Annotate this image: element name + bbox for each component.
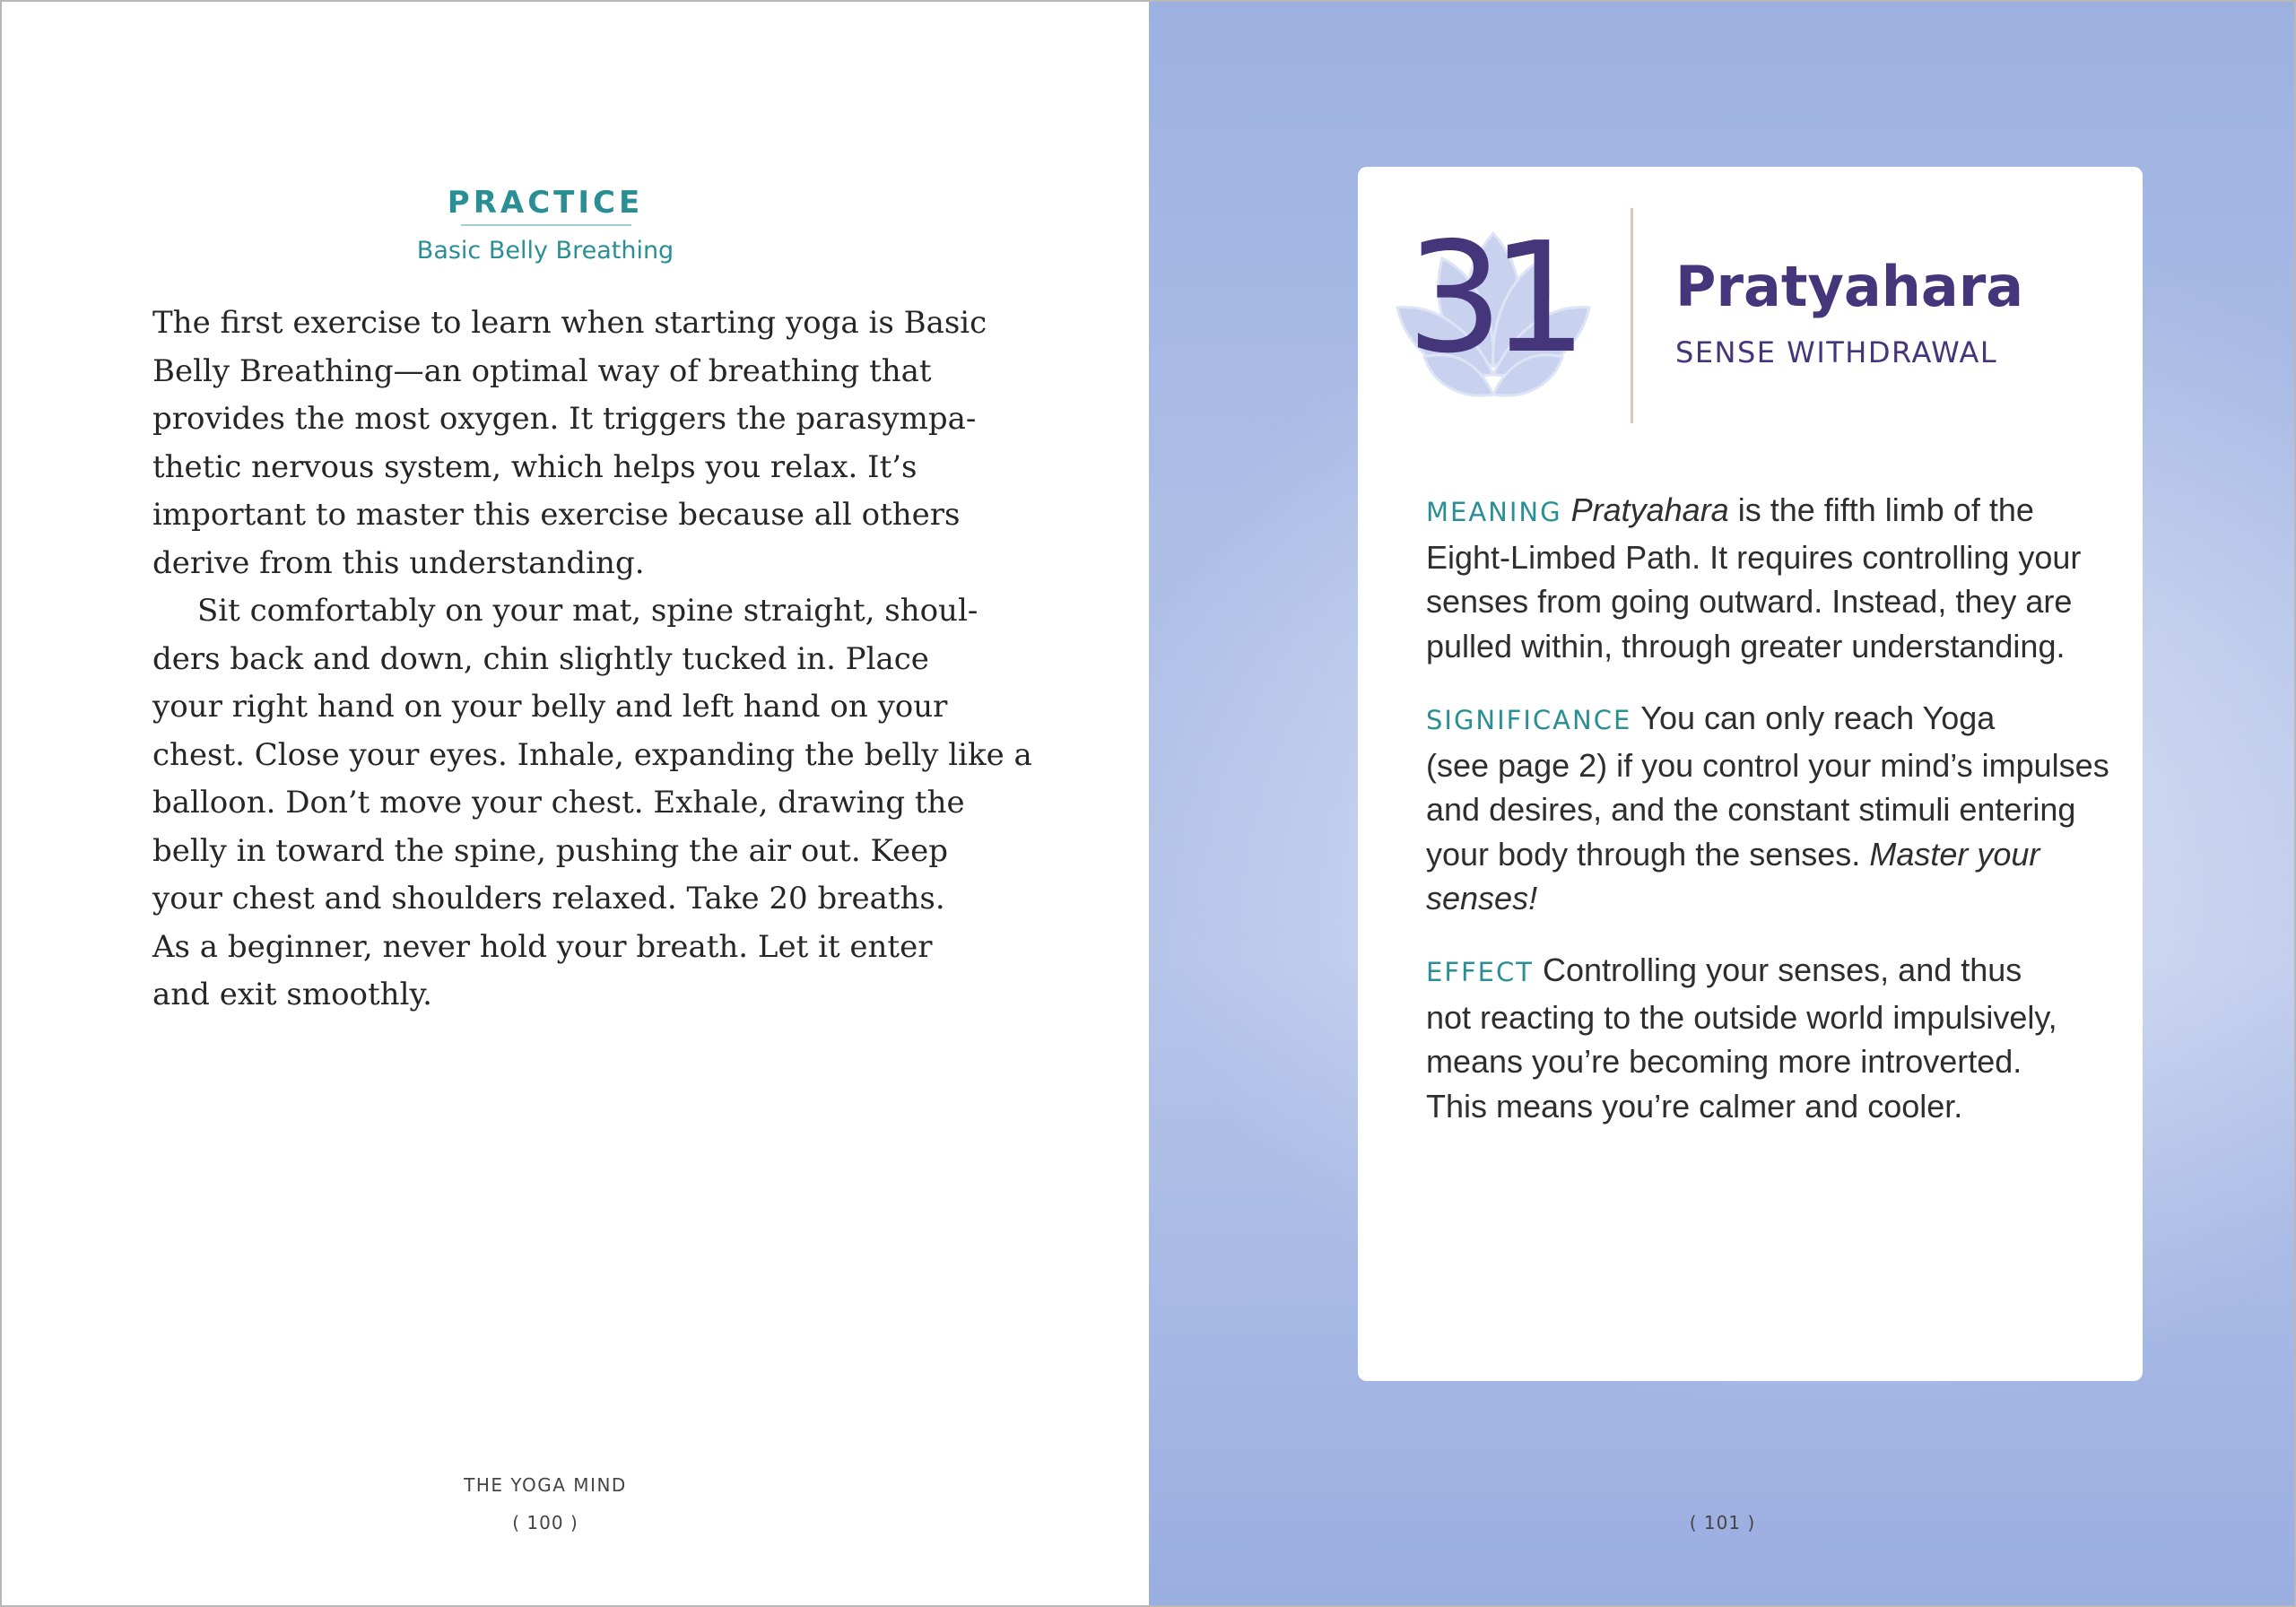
body-line: balloon. Don’t move your chest. Exhale, drawing the: [152, 785, 965, 821]
header-divider: [1631, 208, 1633, 423]
page-number-left: ( 100 ): [512, 1512, 578, 1533]
effect-section: [1426, 948, 2108, 1128]
significance-line: [1426, 832, 2108, 877]
effect-label: EFFECT: [1426, 957, 1534, 987]
effect-line: [1426, 948, 2108, 995]
practice-subtitle: Basic Belly Breathing: [416, 237, 674, 265]
body-line: Belly Breathing—an optimal way of breathing that: [152, 352, 932, 389]
card-title: Pratyahara: [1675, 254, 2024, 319]
effect-line: not reacting to the outside world impulsively,: [1426, 998, 2057, 1036]
body-line: provides the most oxygen. It triggers the parasympa-: [152, 401, 977, 437]
meaning-text: is the fifth limb of the: [1728, 491, 2034, 528]
card-number: 31: [1406, 210, 1576, 387]
page-number-right: ( 101 ): [1689, 1512, 1756, 1533]
meaning-section: [1426, 488, 2108, 668]
heading-underline: [461, 224, 631, 226]
significance-section: [1426, 696, 2108, 921]
significance-line: and desires, and the constant stimuli entering: [1426, 791, 2076, 828]
body-line: your right hand on your belly and left hand on your: [152, 689, 948, 725]
body-line: chest. Close your eyes. Inhale, expanding the belly like a: [152, 736, 1032, 773]
effect-line: means you’re becoming more introverted.: [1426, 1043, 2022, 1080]
significance-label: SIGNIFICANCE: [1426, 705, 1632, 735]
practice-body: [152, 300, 1032, 1020]
significance-text: You can only reach Yoga: [1640, 699, 1996, 736]
effect-line: This means you’re calmer and cooler.: [1426, 1087, 1963, 1125]
body-line: your chest and shoulders relaxed. Take 20 breaths.: [152, 881, 945, 916]
significance-emphasis: Master your: [1869, 835, 2040, 873]
body-line: The first exercise to learn when starting yoga is Basic: [152, 305, 987, 341]
body-line: derive from this understanding.: [152, 544, 645, 581]
body-line: thetic nervous system, which helps you relax. It’s: [152, 448, 918, 485]
card-subtitle: SENSE WITHDRAWAL: [1675, 335, 1998, 369]
meaning-line: Eight-Limbed Path. It requires controlling your: [1426, 538, 2082, 576]
significance-text: your body through the senses.: [1426, 835, 1870, 873]
practice-heading: PRACTICE: [447, 185, 644, 221]
meaning-line: senses from going outward. Instead, they are: [1426, 583, 2073, 620]
significance-emphasis: senses!: [1426, 880, 1538, 916]
body-line: belly in toward the spine, pushing the air out. Keep: [152, 832, 948, 869]
meaning-term: Pratyahara: [1570, 491, 1729, 528]
meaning-line: [1426, 488, 2108, 535]
body-line: and exit smoothly.: [152, 977, 432, 1012]
body-line: Sit comfortably on your mat, spine straight, shoul-: [197, 593, 978, 629]
significance-line: [1426, 696, 2108, 743]
meaning-label: MEANING: [1426, 497, 1562, 527]
body-line: As a beginner, never hold your breath. Let it enter: [152, 928, 933, 965]
body-line: ders back and down, chin slightly tucked in. Place: [152, 640, 929, 677]
meaning-line: pulled within, through greater understanding.: [1426, 627, 2066, 665]
effect-text: Controlling your senses, and thus: [1542, 951, 2022, 988]
body-line: important to master this exercise because all others: [152, 497, 961, 533]
significance-line: (see page 2) if you control your mind’s impulses: [1426, 746, 2109, 784]
book-title-footer: THE YOGA MIND: [464, 1474, 627, 1496]
